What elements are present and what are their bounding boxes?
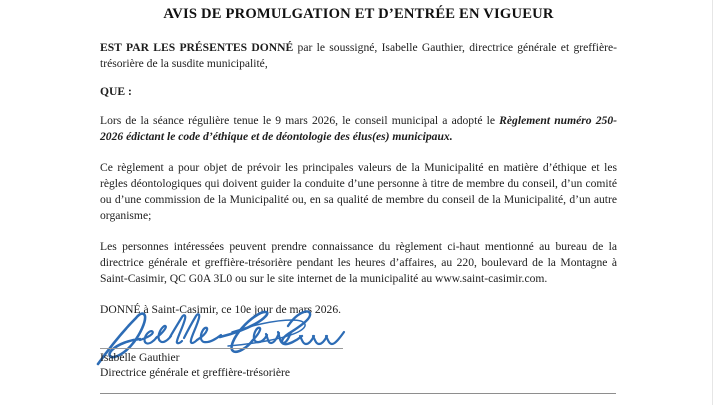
donne-rest-text: par le soussigné, Isabelle Gauthier, directrice générale et greffière-trésorière de la susdite municipalité, — [100, 41, 618, 71]
paragraph-que: QUE : — [100, 85, 132, 99]
page-title: AVIS DE PROMULGATION ET D’ENTRÉE EN VIGUEUR — [163, 6, 554, 22]
seance-lead-text: Lors de la séance régulière tenue le 9 mars 2026, le conseil municipal a adopté le — [100, 114, 500, 128]
paragraph-donne-lieu-date: DONNÉ à Saint-Casimir, ce 10e jour de mars 2026. — [100, 303, 342, 317]
reglement-reference: Règlement numéro 250-2026 édictant le code d’éthique et de déontologie des élus(es) municipaux. — [100, 114, 617, 144]
paragraph-objet: Ce règlement a pour objet de prévoir les principales valeurs de la Municipalité en matière d’éthique et les règles déontologiques qui doivent guider la conduite d’une personne à titre de membre du conseil, d’un comité ou d’une commission de la Municipalité ou, en sa qualité de membre du conseil de la Municipalité, d’un autre organisme; — [100, 161, 617, 223]
signatory-name: Isabelle Gauthier — [100, 351, 180, 364]
paragraph-donne-par — [100, 40, 617, 72]
signature-line — [100, 348, 343, 349]
donne-lead-text: EST PAR LES PRÉSENTES DONNÉ — [100, 41, 294, 55]
footer-rule — [100, 393, 616, 394]
signature-block — [100, 312, 520, 392]
paragraph-acces-public: Les personnes intéressées peuvent prendre connaissance du règlement ci-haut mentionné au bureau de la directrice générale et greffière-trésorière pendant les heures d’affaires, au 220, boulevard de la Montagne à Saint-Casimir, QC G0A 3L0 ou sur le site internet de la municipalité au www.saint-casimir.com. — [100, 240, 617, 286]
signatory-role: Directrice générale et greffière-trésorière — [100, 366, 290, 379]
document-body — [100, 0, 617, 318]
paragraph-seance — [100, 113, 617, 145]
